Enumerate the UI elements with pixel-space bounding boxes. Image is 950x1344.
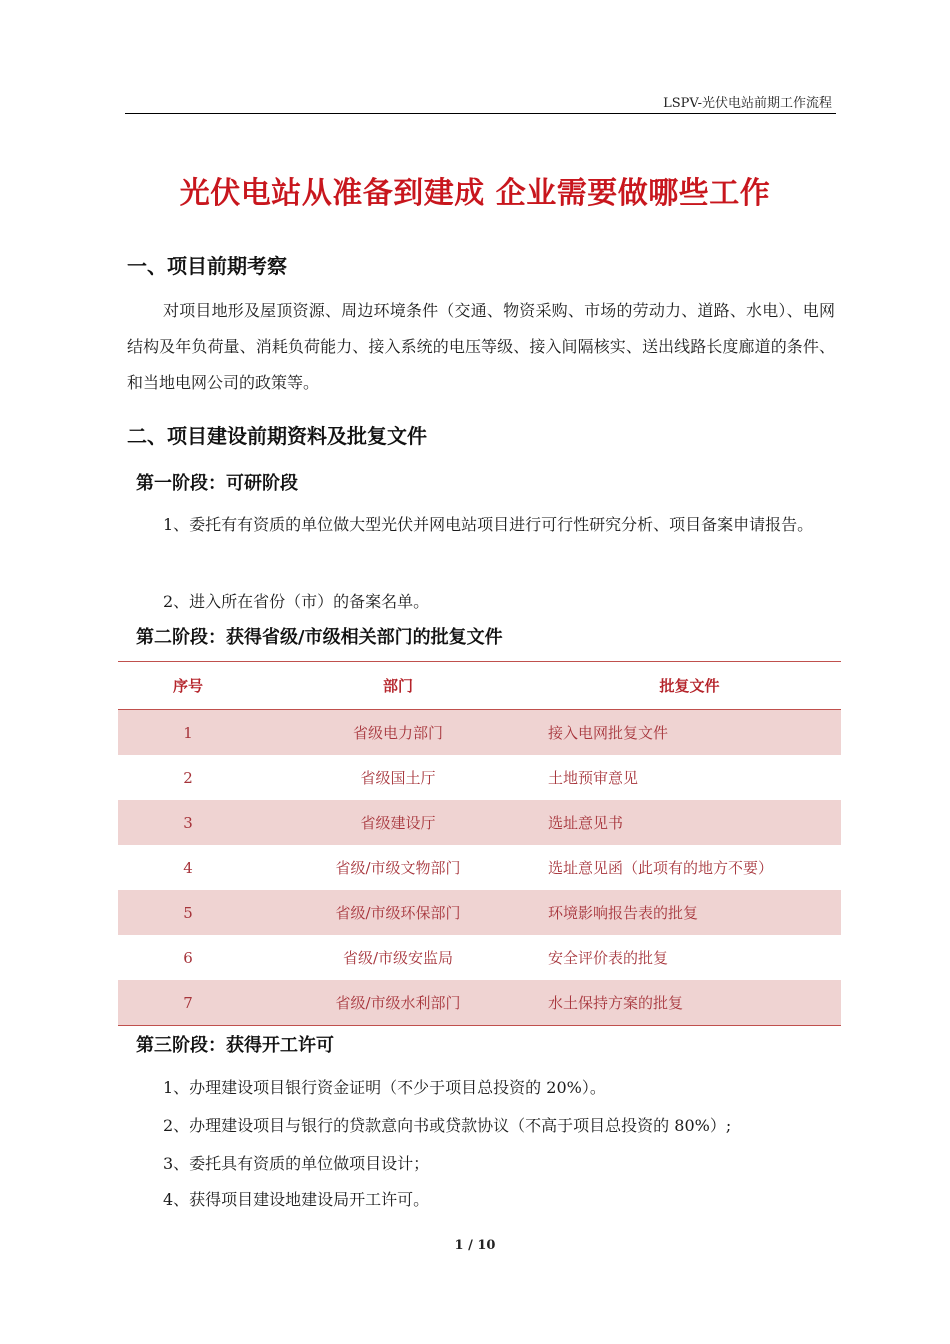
cell-number: 3 <box>118 800 258 845</box>
stage3-item-4: 4、获得项目建设地建设局开工许可。 <box>163 1190 430 1209</box>
approval-table <box>118 661 841 1026</box>
cell-number: 4 <box>183 858 193 877</box>
section-body-survey: 对项目地形及屋顶资源、周边环境条件（交通、物资采购、市场的劳动力、道路、水电）、电网结构及年负荷量、消耗负荷能力、接入系统的电压等级、接入间隔核实、送出线路长度廊道的条件、和当地电网公司的政策等。 <box>127 301 835 392</box>
stage3-item-3: 3、委托具有资质的单位做项目设计； <box>163 1154 430 1173</box>
table-row <box>118 800 841 845</box>
header-rule <box>125 113 836 114</box>
table-row <box>118 890 841 935</box>
page-number: 1 / 10 <box>454 1238 496 1253</box>
table-row <box>118 710 841 756</box>
stage3-item-1: 1、办理建设项目银行资金证明（不少于项目总投资的 20%）。 <box>163 1078 606 1097</box>
cell-department: 省级/市级水利部门 <box>258 980 538 1026</box>
column-header-department: 部门 <box>258 662 538 710</box>
document-title: 光伏电站从准备到建成 企业需要做哪些工作 <box>179 176 771 211</box>
cell-department: 省级电力部门 <box>258 710 538 756</box>
cell-approval-document: 环境影响报告表的批复 <box>538 890 841 935</box>
cell-approval-document: 土地预审意见 <box>548 769 639 787</box>
column-header-number: 序号 <box>118 662 258 710</box>
table-row <box>118 980 841 1026</box>
cell-number: 7 <box>118 980 258 1026</box>
cell-approval-document: 选址意见函（此项有的地方不要） <box>548 859 774 877</box>
cell-number: 1 <box>118 710 258 756</box>
stage-heading-construction-permit: 第三阶段：获得开工许可 <box>136 1035 334 1056</box>
stage3-item-2: 2、办理建设项目与银行的贷款意向书或贷款协议（不高于项目总投资的 80%）; <box>163 1116 732 1135</box>
cell-department: 省级/市级安监局 <box>342 949 454 967</box>
table-row <box>118 755 841 800</box>
cell-department: 省级国土厅 <box>360 769 436 787</box>
cell-department: 省级/市级环保部门 <box>258 890 538 935</box>
section-heading-survey: 一、项目前期考察 <box>127 254 287 278</box>
table-row <box>118 845 841 890</box>
cell-approval-document: 安全评价表的批复 <box>548 949 669 967</box>
cell-number: 2 <box>183 768 193 787</box>
stage1-item-2: 2、进入所在省份（市）的备案名单。 <box>163 592 430 611</box>
table-header-row <box>118 662 841 710</box>
cell-number: 5 <box>118 890 258 935</box>
cell-approval-document: 接入电网批复文件 <box>538 710 841 756</box>
table-row <box>118 935 841 980</box>
stage-heading-feasibility: 第一阶段：可研阶段 <box>136 473 298 494</box>
running-header: LSPV-光伏电站前期工作流程 <box>663 96 832 111</box>
cell-department: 省级建设厅 <box>258 800 538 845</box>
cell-number: 6 <box>183 948 193 967</box>
cell-department: 省级/市级文物部门 <box>335 859 461 877</box>
column-header-approval-document: 批复文件 <box>538 662 841 710</box>
stage-heading-approval-documents: 第二阶段：获得省级/市级相关部门的批复文件 <box>136 627 503 648</box>
cell-approval-document: 选址意见书 <box>538 800 841 845</box>
stage1-item-1: 1、委托有有资质的单位做大型光伏并网电站项目进行可行性研究分析、项目备案申请报告。 <box>163 515 814 534</box>
section-heading-approvals: 二、项目建设前期资料及批复文件 <box>127 424 427 448</box>
cell-approval-document: 水土保持方案的批复 <box>538 980 841 1026</box>
